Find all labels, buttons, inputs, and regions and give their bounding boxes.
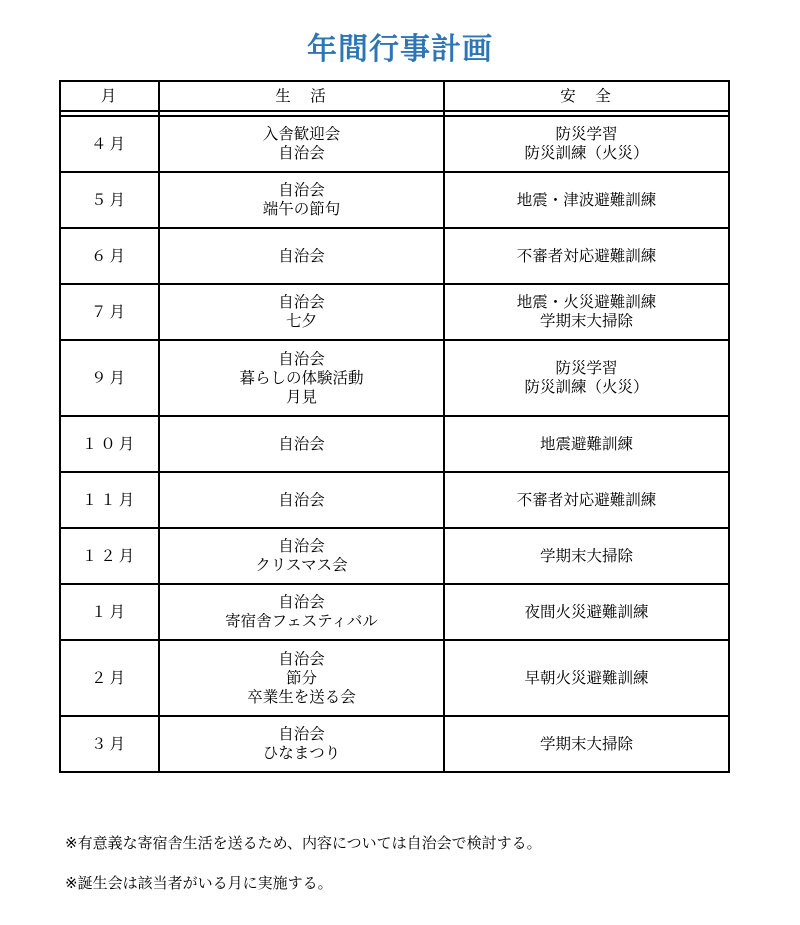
life-item: 自治会 <box>278 537 325 555</box>
table-row <box>60 716 729 772</box>
safety-cell <box>444 528 729 584</box>
life-item: 自治会 <box>278 349 325 368</box>
table-row <box>60 584 729 640</box>
life-item: 月見 <box>285 387 317 406</box>
life-item: 入舎歓迎会 <box>262 125 341 143</box>
table-row <box>60 228 729 284</box>
safety-item: 学期末大掃除 <box>539 734 633 753</box>
life-cell <box>159 116 444 172</box>
safety-item: 防災訓練（火災） <box>524 378 649 396</box>
month-cell: １２月 <box>60 528 159 584</box>
life-cell <box>159 640 444 716</box>
table-row <box>60 116 729 172</box>
safety-cell <box>444 640 729 716</box>
life-item: 七夕 <box>285 312 317 330</box>
month-cell: ４月 <box>60 116 159 172</box>
safety-item: 夜間火災避難訓練 <box>524 602 649 621</box>
note-1: ※有意義な寄宿舎生活を送るため、内容については自治会で検討する。 <box>65 834 542 852</box>
month-cell: ５月 <box>60 172 159 228</box>
life-item: 自治会 <box>278 725 325 743</box>
safety-item: 不審者対応避難訓練 <box>516 490 657 509</box>
safety-item: 防災訓練（火災） <box>524 144 649 162</box>
life-item: 卒業生を送る会 <box>247 687 356 706</box>
header-month: 月 <box>60 81 159 111</box>
life-item: 自治会 <box>278 181 325 199</box>
life-cell <box>159 472 444 528</box>
life-cell <box>159 584 444 640</box>
month-cell: １０月 <box>60 416 159 472</box>
safety-item: 地震・火災避難訓練 <box>516 293 657 311</box>
safety-item: 防災学習 <box>555 125 618 143</box>
life-item: 自治会 <box>278 293 325 311</box>
month-cell: ６月 <box>60 228 159 284</box>
month-cell: １月 <box>60 584 159 640</box>
safety-item: 地震避難訓練 <box>539 434 633 453</box>
safety-item: 学期末大掃除 <box>539 546 633 565</box>
page-title: 年間行事計画 <box>307 32 493 67</box>
life-item: 寄宿舎フェスティバル <box>225 612 378 630</box>
month-cell: ２月 <box>60 640 159 716</box>
safety-item: 不審者対応避難訓練 <box>516 246 657 265</box>
life-cell <box>159 172 444 228</box>
life-cell <box>159 416 444 472</box>
safety-cell <box>444 284 729 340</box>
safety-cell <box>444 340 729 416</box>
table-row <box>60 172 729 228</box>
table-row <box>60 472 729 528</box>
safety-cell <box>444 172 729 228</box>
safety-cell <box>444 472 729 528</box>
life-cell <box>159 716 444 772</box>
life-cell <box>159 284 444 340</box>
note-2: ※誕生会は該当者がいる月に実施する。 <box>65 874 333 892</box>
life-item: 暮らしの体験活動 <box>239 368 364 387</box>
life-item: 節分 <box>285 668 317 687</box>
safety-cell <box>444 716 729 772</box>
safety-cell <box>444 116 729 172</box>
life-item: 自治会 <box>278 434 325 453</box>
safety-cell <box>444 584 729 640</box>
annual-plan-table <box>59 80 730 773</box>
table-body <box>60 111 729 772</box>
life-item: ひなまつり <box>262 744 341 762</box>
table-row <box>60 340 729 416</box>
table-row <box>60 284 729 340</box>
table-row <box>60 640 729 716</box>
life-item: クリスマス会 <box>255 556 348 574</box>
safety-item: 早朝火災避難訓練 <box>524 668 649 687</box>
table-row <box>60 416 729 472</box>
safety-cell <box>444 416 729 472</box>
header-safety: 安 全 <box>444 81 729 111</box>
life-item: 自治会 <box>278 649 325 668</box>
table-row <box>60 528 729 584</box>
life-item: 自治会 <box>278 246 325 265</box>
safety-cell <box>444 228 729 284</box>
safety-item: 地震・津波避難訓練 <box>516 190 657 209</box>
life-cell <box>159 228 444 284</box>
month-cell: ３月 <box>60 716 159 772</box>
month-cell: １１月 <box>60 472 159 528</box>
month-cell: ７月 <box>60 284 159 340</box>
life-cell <box>159 340 444 416</box>
life-item: 自治会 <box>278 593 325 611</box>
life-item: 自治会 <box>278 144 325 162</box>
month-cell: ９月 <box>60 340 159 416</box>
table-header-row <box>60 81 729 111</box>
life-cell <box>159 528 444 584</box>
life-item: 自治会 <box>278 490 325 509</box>
safety-item: 学期末大掃除 <box>539 312 633 330</box>
safety-item: 防災学習 <box>555 359 618 377</box>
header-life: 生 活 <box>159 81 444 111</box>
life-item: 端午の節句 <box>262 200 341 218</box>
